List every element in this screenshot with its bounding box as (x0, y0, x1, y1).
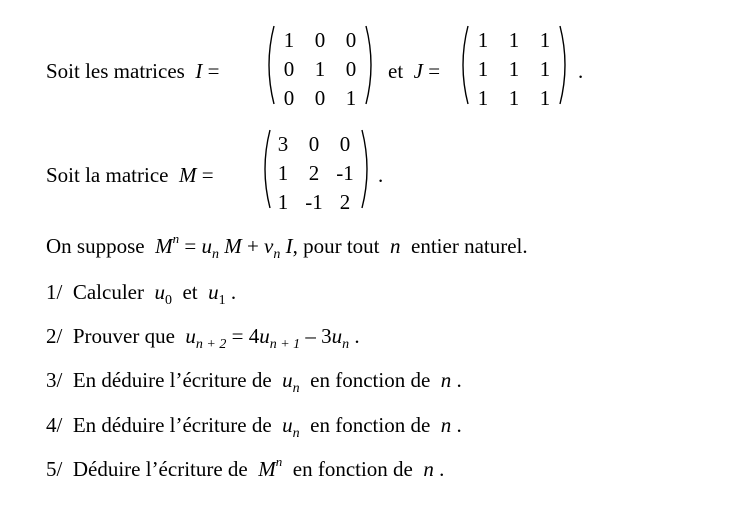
matrix-cell: 1 (508, 86, 520, 110)
matrix-cell: 0 (314, 28, 326, 52)
question-number: 1/ (46, 280, 63, 304)
math-symbol: u (282, 368, 293, 392)
math-symbol: n (440, 368, 452, 392)
plus-sign: + (246, 234, 259, 258)
subscript: 0 (164, 293, 172, 308)
matrix-m-period: . (378, 163, 384, 187)
question-text: en fonction de (292, 457, 413, 481)
hypothesis-suffix: entier naturel. (411, 234, 528, 258)
matrix-cell: 1 (277, 161, 289, 185)
math-symbol: u (201, 234, 212, 258)
question-period: . (230, 280, 237, 304)
question-text: et (182, 280, 198, 304)
intro-and (388, 61, 440, 82)
intro-text: Soit les matrices (46, 59, 185, 83)
matrix-cell: 1 (477, 28, 489, 52)
matrix-cell: 1 (477, 57, 489, 81)
math-symbol: u (259, 324, 270, 348)
exponent: n (275, 454, 283, 469)
matrix-cell: 0 (308, 132, 320, 156)
hypothesis-line (46, 231, 528, 262)
math-symbol: n (423, 457, 434, 481)
subscript: 1 (218, 293, 226, 308)
matrix-cell: 1 (539, 28, 551, 52)
math-symbol: M (258, 457, 276, 481)
matrix-m (258, 126, 374, 212)
matrix-cell: 1 (277, 190, 289, 214)
math-symbol: I (285, 234, 293, 258)
question-5 (46, 454, 445, 481)
math-symbol: M (224, 234, 242, 258)
matrix-cell: 1 (539, 57, 551, 81)
hypothesis-text: , pour tout (292, 234, 380, 258)
equals-sign: = (207, 59, 220, 83)
math-symbol: u (331, 324, 343, 348)
matrix-i (262, 22, 378, 108)
subscript: n (211, 247, 219, 262)
matrix-j (456, 22, 572, 108)
question-number: 3/ (46, 368, 63, 392)
math-symbol: v (264, 234, 274, 258)
question-period: . (456, 368, 462, 392)
question-text: en fonction de (310, 368, 431, 392)
matrix-cell: 1 (477, 86, 489, 110)
matrix-cell: 1 (508, 57, 520, 81)
question-period: . (439, 457, 445, 481)
question-text: En déduire l’écriture de (72, 368, 272, 392)
exponent: n (172, 231, 180, 246)
equals-sign: = (184, 234, 197, 258)
matrix-cell: 0 (345, 28, 357, 52)
math-symbol: u (154, 280, 165, 304)
matrix-m-symbol: M (178, 163, 197, 187)
question-2 (46, 324, 360, 352)
math-symbol: n (390, 234, 401, 258)
matrix-cell: 2 (308, 161, 320, 185)
hypothesis-prefix: On suppose (46, 234, 145, 258)
matrix-cell: 1 (314, 57, 326, 81)
question-text: Calculer (72, 280, 144, 304)
matrix-cell: 3 (277, 132, 289, 156)
subscript: n (342, 337, 350, 352)
matrix-cell: 0 (314, 86, 326, 110)
subscript: n (292, 426, 300, 441)
and-word: et (388, 59, 404, 83)
matrix-cell: 0 (283, 86, 295, 110)
question-period: . (456, 413, 462, 437)
question-number: 4/ (46, 413, 63, 437)
math-symbol: u (185, 324, 196, 348)
subscript: n (292, 381, 300, 396)
question-text: En déduire l’écriture de (72, 413, 272, 437)
question-number: 2/ (46, 324, 63, 348)
equation-part: – 3 (305, 324, 332, 348)
math-symbol: u (282, 413, 293, 437)
intro-period: . (578, 59, 584, 83)
matrix-j-symbol: J (413, 59, 423, 83)
matrix-cell: 1 (283, 28, 295, 52)
question-text: Prouver que (72, 324, 175, 348)
equation-part: = 4 (231, 324, 260, 348)
question-1 (46, 280, 237, 308)
question-period: . (354, 324, 360, 348)
math-symbol: M (155, 234, 173, 258)
subscript: n + 2 (195, 337, 227, 352)
question-text: Déduire l’écriture de (72, 457, 248, 481)
matrix-m-text: Soit la matrice (46, 163, 169, 187)
matrix-cell: -1 (336, 161, 354, 185)
math-symbol: n (440, 413, 452, 437)
question-text: en fonction de (310, 413, 431, 437)
matrix-cell: -1 (305, 190, 323, 214)
matrix-cell: 2 (339, 190, 351, 214)
matrix-m-line (46, 165, 214, 186)
subscript: n (273, 247, 281, 262)
matrix-i-symbol: I (195, 59, 203, 83)
intro-line (46, 61, 219, 82)
matrix-cell: 1 (508, 28, 520, 52)
question-3 (46, 368, 462, 396)
question-4 (46, 413, 462, 441)
matrix-cell: 0 (345, 57, 357, 81)
equals-sign: = (201, 163, 214, 187)
matrix-cell: 1 (539, 86, 551, 110)
equals-sign: = (428, 59, 441, 83)
matrix-cell: 0 (339, 132, 351, 156)
math-symbol: u (208, 280, 219, 304)
matrix-cell: 0 (283, 57, 295, 81)
subscript: n + 1 (269, 337, 301, 352)
question-number: 5/ (46, 457, 63, 481)
matrix-cell: 1 (345, 86, 357, 110)
